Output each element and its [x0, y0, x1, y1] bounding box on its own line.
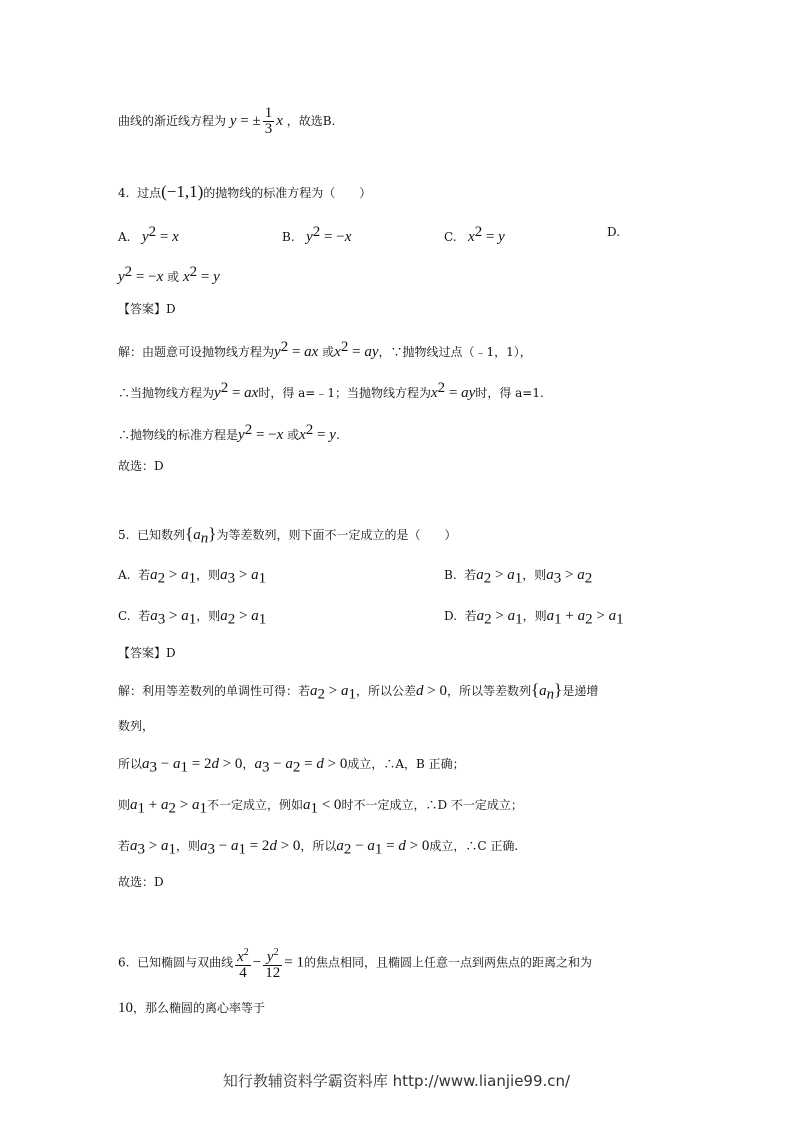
fraction-y2-over-12: $\frac{y^2}{12}$: [265, 947, 281, 981]
asymptote-line: 曲线的渐近线方程为 y = ± $\frac{1}{3}$ x ，故选B.: [118, 105, 336, 137]
solution-5-line-1: 解：利用等差数列的单调性可得：若$a_2 > a_1$，所以公差d > 0，所以等差数列$\{a_n\}$是递增: [118, 680, 599, 703]
q5-option-c: C. 若$a_3 > a_1$，则$a_2 > a_1$: [118, 608, 267, 628]
q4-option-c: C. $x^2 = y$: [444, 224, 505, 245]
fraction-one-third: $\frac{1}{3}$: [264, 105, 273, 137]
solution-5-line-2: 数列，: [118, 719, 155, 733]
pick-5: 故选：D: [118, 875, 164, 889]
question-4: 4. 过点(−1,1)的抛物线的标准方程为（ ）: [118, 182, 372, 201]
pick-4: 故选：D: [118, 459, 164, 473]
solution-5-line-4: 则$a_1 + a_2 > a_1$不一定成立，例如$a_1 < 0$时不一定成立，∴D 不一定成立；: [118, 797, 523, 817]
solution-5-line-3: 所以$a_3 - a_1 = 2d > 0$，$a_3 - a_2 = d > 0$成立，∴A，B 正确；: [118, 756, 465, 776]
q5-option-a: A. 若$a_2 > a_1$，则$a_3 > a_1$: [118, 567, 267, 587]
footer-watermark: 知行教辅资料学霸资料库 http://www.lianjie99.cn/: [222, 1072, 571, 1090]
solution-5-line-5: 若$a_3 > a_1$，则$a_3 - a_1 = 2d > 0$，所以$a_2 - a_1 = d > 0$成立，∴C 正确.: [118, 838, 519, 858]
answer-5: 【答案】D: [118, 646, 176, 660]
solution-4-line-1: 解：由题意可设抛物线方程为$y^2$ = ax 或$x^2$ = ay，∵抛物线过点（﹣1，1），: [118, 339, 532, 360]
solution-4-line-2: ∴当抛物线方程为$y^2$ = ax时，得 a=﹣1；当抛物线方程为$x^2$ = ay时，得 a=1.: [118, 380, 544, 401]
q5-option-d: D. 若$a_2 > a_1$，则$a_1 + a_2 > a_1$: [444, 608, 624, 628]
q4-option-a: A. $y^2 = x$: [118, 224, 179, 245]
fraction-x2-over-4: $\frac{x^2}{4}$: [237, 947, 249, 981]
q5-option-b: B. 若$a_2 > a_1$，则$a_3 > a_2$: [444, 567, 593, 587]
q4-option-d-content: $y^2 = -x$ 或 $x^2 = y$: [118, 264, 220, 285]
solution-4-line-3: ∴抛物线的标准方程是$y^2 = -x$ 或$x^2 = y$.: [118, 422, 340, 443]
q4-option-d: D.: [607, 225, 621, 239]
q4-option-b: B. $y^2 = -x$: [282, 224, 352, 245]
question-5: 5. 已知数列$\{a_n\}$为等差数列，则下面不一定成立的是（ ）: [118, 524, 457, 547]
question-6: 6. 已知椭圆与双曲线 $\frac{x^2}{4}$ − $\frac{y^2}{12}$ = 1的焦点相同，且椭圆上任意一点到两焦点的距离之和为: [118, 947, 592, 981]
question-6-line-2: 10，那么椭圆的离心率等于: [118, 1000, 266, 1016]
answer-4: 【答案】D: [118, 302, 176, 316]
